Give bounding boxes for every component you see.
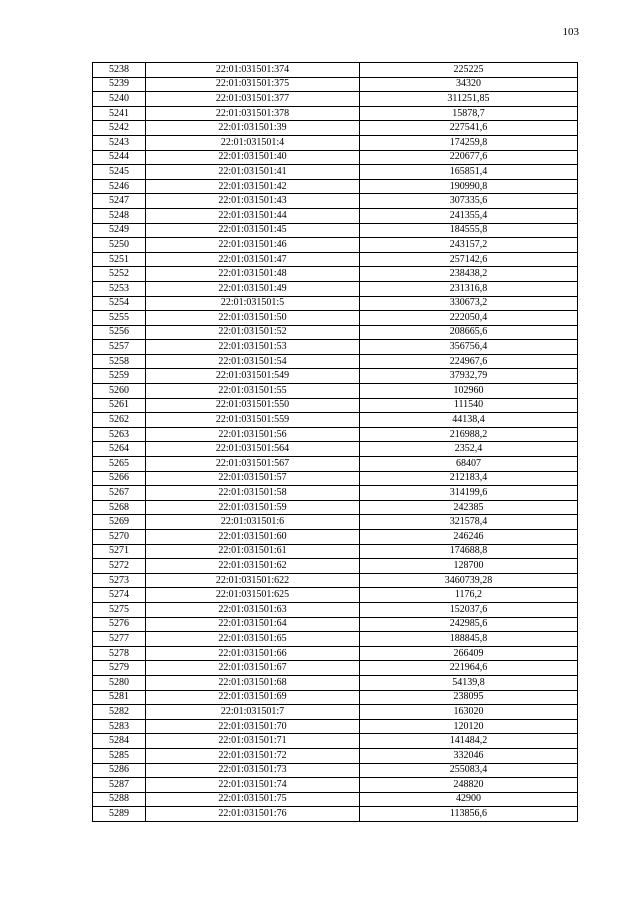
- row-number-cell: 5238: [93, 63, 146, 78]
- table-row: [93, 442, 578, 457]
- cadastral-value-cell: 246246: [360, 530, 578, 545]
- table-row: [93, 150, 578, 165]
- cadastral-number-cell: 22:01:031501:72: [146, 748, 360, 763]
- table-row: [93, 500, 578, 515]
- cadastral-value-cell: 174688,8: [360, 544, 578, 559]
- cadastral-number-cell: 22:01:031501:52: [146, 325, 360, 340]
- row-number-cell: 5266: [93, 471, 146, 486]
- table-row: [93, 311, 578, 326]
- table-row: [93, 661, 578, 676]
- cadastral-number-cell: 22:01:031501:75: [146, 792, 360, 807]
- row-number-cell: 5277: [93, 632, 146, 647]
- table-row: [93, 471, 578, 486]
- cadastral-number-cell: 22:01:031501:549: [146, 369, 360, 384]
- row-number-cell: 5253: [93, 281, 146, 296]
- cadastral-value-cell: 356756,4: [360, 340, 578, 355]
- row-number-cell: 5286: [93, 763, 146, 778]
- cadastral-value-cell: 216988,2: [360, 427, 578, 442]
- table-row: [93, 748, 578, 763]
- table-row: [93, 208, 578, 223]
- cadastral-number-cell: 22:01:031501:377: [146, 92, 360, 107]
- row-number-cell: 5257: [93, 340, 146, 355]
- table-row: [93, 194, 578, 209]
- table-row: [93, 135, 578, 150]
- cadastral-value-table: [92, 62, 578, 822]
- cadastral-number-cell: 22:01:031501:73: [146, 763, 360, 778]
- cadastral-value-cell: 227541,6: [360, 121, 578, 136]
- table-row: [93, 106, 578, 121]
- cadastral-number-cell: 22:01:031501:7: [146, 705, 360, 720]
- table-row: [93, 763, 578, 778]
- table-row: [93, 617, 578, 632]
- cadastral-number-cell: 22:01:031501:70: [146, 719, 360, 734]
- row-number-cell: 5288: [93, 792, 146, 807]
- cadastral-value-cell: 165851,4: [360, 165, 578, 180]
- cadastral-value-cell: 224967,6: [360, 354, 578, 369]
- cadastral-value-cell: 330673,2: [360, 296, 578, 311]
- table-row: [93, 354, 578, 369]
- cadastral-value-cell: 212183,4: [360, 471, 578, 486]
- cadastral-number-cell: 22:01:031501:57: [146, 471, 360, 486]
- cadastral-number-cell: 22:01:031501:550: [146, 398, 360, 413]
- cadastral-value-cell: 141484,2: [360, 734, 578, 749]
- cadastral-number-cell: 22:01:031501:375: [146, 77, 360, 92]
- cadastral-number-cell: 22:01:031501:63: [146, 602, 360, 617]
- cadastral-value-cell: 44138,4: [360, 413, 578, 428]
- row-number-cell: 5279: [93, 661, 146, 676]
- row-number-cell: 5272: [93, 559, 146, 574]
- row-number-cell: 5240: [93, 92, 146, 107]
- cadastral-number-cell: 22:01:031501:61: [146, 544, 360, 559]
- table-row: [93, 340, 578, 355]
- table-row: [93, 544, 578, 559]
- table-row: [93, 252, 578, 267]
- table-row: [93, 369, 578, 384]
- row-number-cell: 5246: [93, 179, 146, 194]
- row-number-cell: 5251: [93, 252, 146, 267]
- table-row: [93, 165, 578, 180]
- table-row: [93, 690, 578, 705]
- cadastral-value-cell: 113856,6: [360, 807, 578, 822]
- row-number-cell: 5241: [93, 106, 146, 121]
- cadastral-number-cell: 22:01:031501:68: [146, 675, 360, 690]
- row-number-cell: 5259: [93, 369, 146, 384]
- row-number-cell: 5271: [93, 544, 146, 559]
- cadastral-value-cell: 221964,6: [360, 661, 578, 676]
- row-number-cell: 5239: [93, 77, 146, 92]
- row-number-cell: 5281: [93, 690, 146, 705]
- cadastral-value-cell: 152037,6: [360, 602, 578, 617]
- table-row: [93, 238, 578, 253]
- cadastral-number-cell: 22:01:031501:67: [146, 661, 360, 676]
- row-number-cell: 5274: [93, 588, 146, 603]
- table-row: [93, 807, 578, 822]
- row-number-cell: 5255: [93, 311, 146, 326]
- table-row: [93, 734, 578, 749]
- cadastral-value-cell: 128700: [360, 559, 578, 574]
- table-row: [93, 573, 578, 588]
- cadastral-value-cell: 321578,4: [360, 515, 578, 530]
- table-row: [93, 223, 578, 238]
- cadastral-number-cell: 22:01:031501:53: [146, 340, 360, 355]
- cadastral-number-cell: 22:01:031501:48: [146, 267, 360, 282]
- row-number-cell: 5280: [93, 675, 146, 690]
- cadastral-number-cell: 22:01:031501:41: [146, 165, 360, 180]
- table-row: [93, 792, 578, 807]
- table-row: [93, 325, 578, 340]
- cadastral-number-cell: 22:01:031501:60: [146, 530, 360, 545]
- row-number-cell: 5276: [93, 617, 146, 632]
- cadastral-number-cell: 22:01:031501:74: [146, 778, 360, 793]
- cadastral-number-cell: 22:01:031501:378: [146, 106, 360, 121]
- cadastral-number-cell: 22:01:031501:64: [146, 617, 360, 632]
- cadastral-number-cell: 22:01:031501:567: [146, 457, 360, 472]
- row-number-cell: 5269: [93, 515, 146, 530]
- row-number-cell: 5252: [93, 267, 146, 282]
- row-number-cell: 5258: [93, 354, 146, 369]
- cadastral-value-cell: 266409: [360, 646, 578, 661]
- cadastral-number-cell: 22:01:031501:4: [146, 135, 360, 150]
- row-number-cell: 5278: [93, 646, 146, 661]
- table-row: [93, 515, 578, 530]
- row-number-cell: 5254: [93, 296, 146, 311]
- cadastral-value-cell: 242985,6: [360, 617, 578, 632]
- cadastral-value-cell: 307335,6: [360, 194, 578, 209]
- table-row: [93, 77, 578, 92]
- cadastral-value-cell: 42900: [360, 792, 578, 807]
- cadastral-value-cell: 184555,8: [360, 223, 578, 238]
- cadastral-value-cell: 243157,2: [360, 238, 578, 253]
- cadastral-number-cell: 22:01:031501:65: [146, 632, 360, 647]
- table-row: [93, 588, 578, 603]
- cadastral-value-cell: 242385: [360, 500, 578, 515]
- cadastral-number-cell: 22:01:031501:50: [146, 311, 360, 326]
- cadastral-number-cell: 22:01:031501:55: [146, 384, 360, 399]
- cadastral-value-cell: 222050,4: [360, 311, 578, 326]
- row-number-cell: 5285: [93, 748, 146, 763]
- row-number-cell: 5284: [93, 734, 146, 749]
- table-row: [93, 413, 578, 428]
- table-row: [93, 267, 578, 282]
- cadastral-value-cell: 238438,2: [360, 267, 578, 282]
- table-row: [93, 457, 578, 472]
- cadastral-number-cell: 22:01:031501:39: [146, 121, 360, 136]
- cadastral-number-cell: 22:01:031501:564: [146, 442, 360, 457]
- table-row: [93, 705, 578, 720]
- cadastral-number-cell: 22:01:031501:62: [146, 559, 360, 574]
- table-row: [93, 384, 578, 399]
- cadastral-value-cell: 34320: [360, 77, 578, 92]
- row-number-cell: 5247: [93, 194, 146, 209]
- table-body: [93, 63, 578, 822]
- row-number-cell: 5287: [93, 778, 146, 793]
- cadastral-number-cell: 22:01:031501:42: [146, 179, 360, 194]
- cadastral-number-cell: 22:01:031501:625: [146, 588, 360, 603]
- table-row: [93, 559, 578, 574]
- row-number-cell: 5256: [93, 325, 146, 340]
- cadastral-number-cell: 22:01:031501:71: [146, 734, 360, 749]
- table-row: [93, 281, 578, 296]
- row-number-cell: 5273: [93, 573, 146, 588]
- table-row: [93, 296, 578, 311]
- cadastral-value-cell: 225225: [360, 63, 578, 78]
- cadastral-number-cell: 22:01:031501:374: [146, 63, 360, 78]
- cadastral-value-cell: 15878,7: [360, 106, 578, 121]
- cadastral-number-cell: 22:01:031501:49: [146, 281, 360, 296]
- row-number-cell: 5264: [93, 442, 146, 457]
- row-number-cell: 5263: [93, 427, 146, 442]
- cadastral-number-cell: 22:01:031501:76: [146, 807, 360, 822]
- cadastral-value-cell: 68407: [360, 457, 578, 472]
- row-number-cell: 5289: [93, 807, 146, 822]
- table-row: [93, 121, 578, 136]
- cadastral-value-cell: 163020: [360, 705, 578, 720]
- cadastral-value-cell: 188845,8: [360, 632, 578, 647]
- row-number-cell: 5262: [93, 413, 146, 428]
- table-row: [93, 179, 578, 194]
- row-number-cell: 5242: [93, 121, 146, 136]
- cadastral-number-cell: 22:01:031501:40: [146, 150, 360, 165]
- cadastral-value-cell: 311251,85: [360, 92, 578, 107]
- table-row: [93, 646, 578, 661]
- cadastral-number-cell: 22:01:031501:44: [146, 208, 360, 223]
- row-number-cell: 5249: [93, 223, 146, 238]
- cadastral-number-cell: 22:01:031501:58: [146, 486, 360, 501]
- page-number: 103: [562, 26, 579, 38]
- cadastral-value-cell: 208665,6: [360, 325, 578, 340]
- cadastral-value-cell: 174259,8: [360, 135, 578, 150]
- cadastral-value-cell: 241355,4: [360, 208, 578, 223]
- table-row: [93, 530, 578, 545]
- table-row: [93, 632, 578, 647]
- cadastral-number-cell: 22:01:031501:46: [146, 238, 360, 253]
- cadastral-number-cell: 22:01:031501:559: [146, 413, 360, 428]
- row-number-cell: 5265: [93, 457, 146, 472]
- cadastral-number-cell: 22:01:031501:43: [146, 194, 360, 209]
- table-row: [93, 675, 578, 690]
- table-row: [93, 719, 578, 734]
- row-number-cell: 5248: [93, 208, 146, 223]
- table-row: [93, 486, 578, 501]
- cadastral-value-cell: 120120: [360, 719, 578, 734]
- cadastral-number-cell: 22:01:031501:5: [146, 296, 360, 311]
- table-row: [93, 398, 578, 413]
- cadastral-value-cell: 54139,8: [360, 675, 578, 690]
- table-row: [93, 602, 578, 617]
- row-number-cell: 5270: [93, 530, 146, 545]
- row-number-cell: 5275: [93, 602, 146, 617]
- row-number-cell: 5282: [93, 705, 146, 720]
- row-number-cell: 5245: [93, 165, 146, 180]
- cadastral-number-cell: 22:01:031501:54: [146, 354, 360, 369]
- cadastral-number-cell: 22:01:031501:56: [146, 427, 360, 442]
- table-row: [93, 63, 578, 78]
- cadastral-value-cell: 332046: [360, 748, 578, 763]
- cadastral-value-cell: 1176,2: [360, 588, 578, 603]
- cadastral-number-cell: 22:01:031501:69: [146, 690, 360, 705]
- cadastral-value-cell: 102960: [360, 384, 578, 399]
- row-number-cell: 5243: [93, 135, 146, 150]
- cadastral-number-cell: 22:01:031501:47: [146, 252, 360, 267]
- row-number-cell: 5268: [93, 500, 146, 515]
- table-row: [93, 778, 578, 793]
- row-number-cell: 5260: [93, 384, 146, 399]
- row-number-cell: 5261: [93, 398, 146, 413]
- cadastral-value-cell: 238095: [360, 690, 578, 705]
- cadastral-value-cell: 190990,8: [360, 179, 578, 194]
- cadastral-number-cell: 22:01:031501:622: [146, 573, 360, 588]
- row-number-cell: 5244: [93, 150, 146, 165]
- cadastral-number-cell: 22:01:031501:66: [146, 646, 360, 661]
- cadastral-value-cell: 231316,8: [360, 281, 578, 296]
- cadastral-value-cell: 3460739,28: [360, 573, 578, 588]
- row-number-cell: 5250: [93, 238, 146, 253]
- row-number-cell: 5283: [93, 719, 146, 734]
- cadastral-value-cell: 220677,6: [360, 150, 578, 165]
- cadastral-number-cell: 22:01:031501:6: [146, 515, 360, 530]
- cadastral-value-cell: 111540: [360, 398, 578, 413]
- cadastral-value-cell: 248820: [360, 778, 578, 793]
- cadastral-value-cell: 37932,79: [360, 369, 578, 384]
- cadastral-value-cell: 2352,4: [360, 442, 578, 457]
- table-row: [93, 92, 578, 107]
- row-number-cell: 5267: [93, 486, 146, 501]
- cadastral-number-cell: 22:01:031501:59: [146, 500, 360, 515]
- cadastral-value-cell: 255083,4: [360, 763, 578, 778]
- cadastral-number-cell: 22:01:031501:45: [146, 223, 360, 238]
- cadastral-value-cell: 314199,6: [360, 486, 578, 501]
- table-row: [93, 427, 578, 442]
- cadastral-value-cell: 257142,6: [360, 252, 578, 267]
